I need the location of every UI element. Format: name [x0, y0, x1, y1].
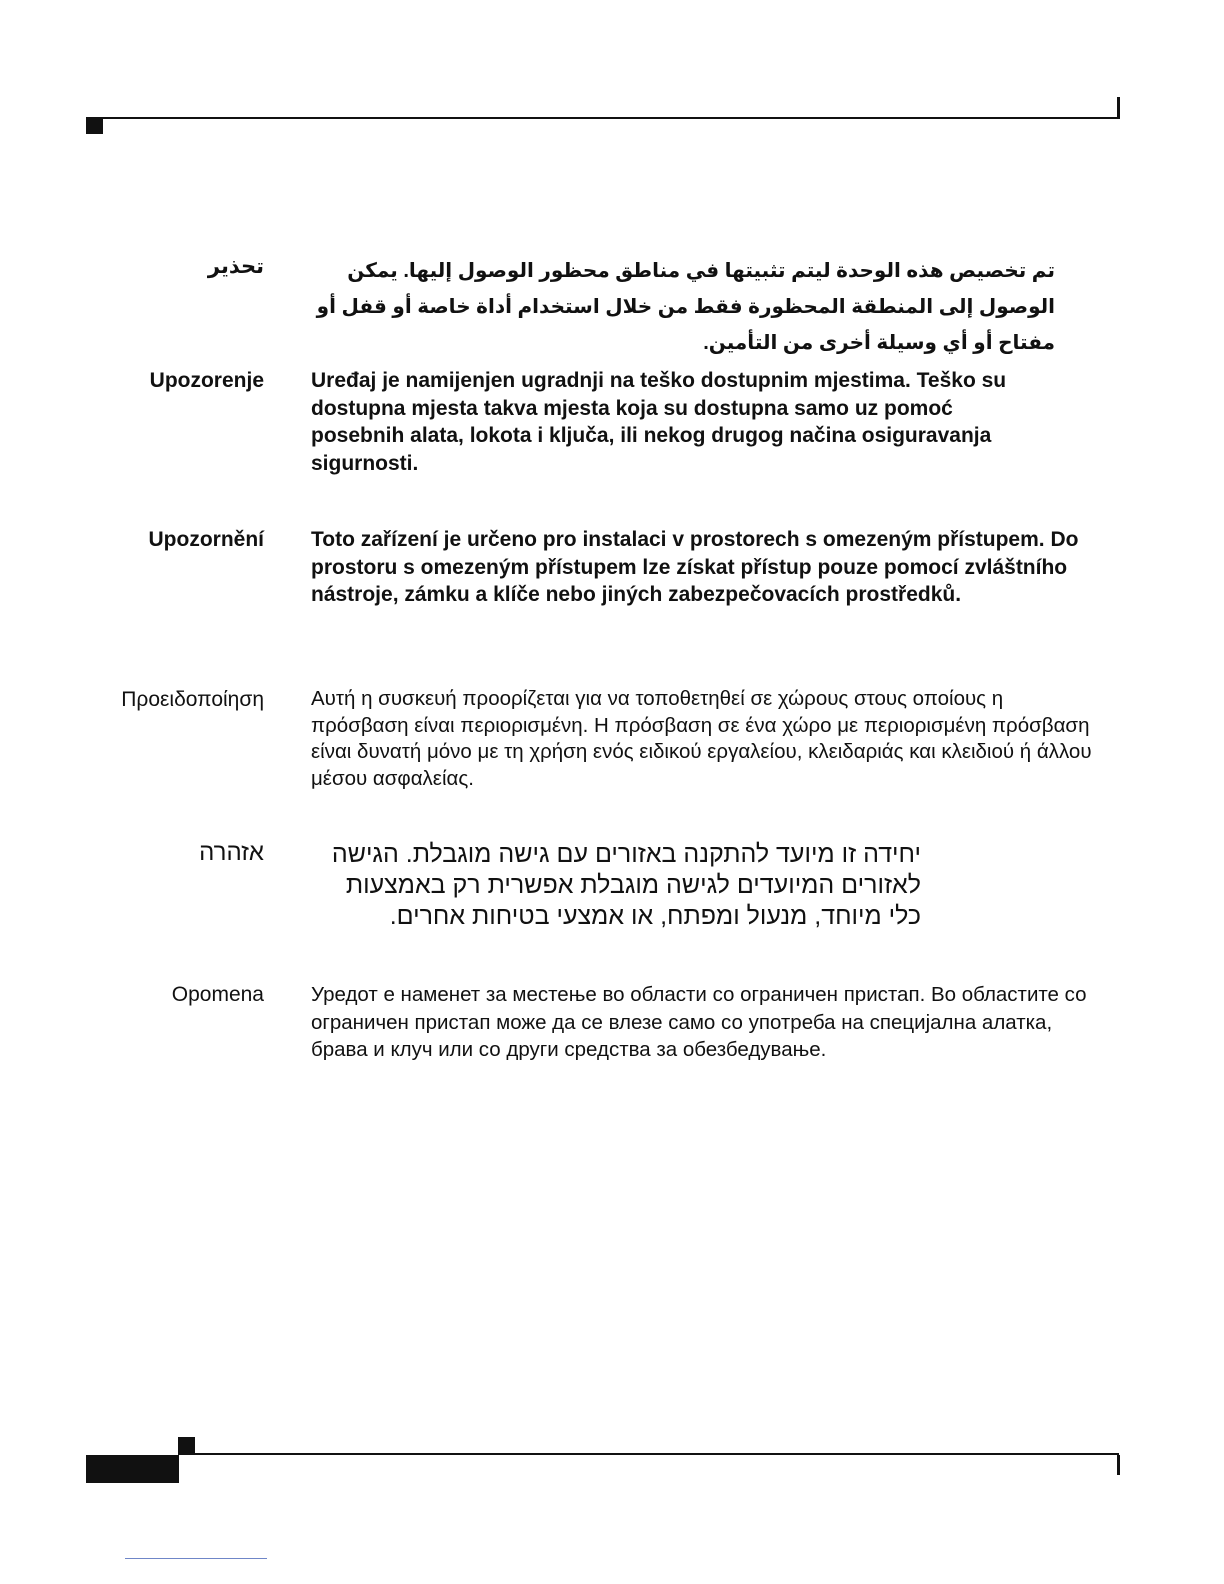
footer-marker-square: [178, 1437, 195, 1453]
warning-label: تحذير: [207, 255, 264, 278]
warning-text: Уредот е наменет за местење во области со ограничен пристап. Во областите со ограничен пристап може да се влезе само со употреба на специјална алатка, брава и клуч или со други средства за обезбедување.: [311, 983, 1087, 1061]
warning-text: Uređaj je namijenjen ugradnji na teško dostupnim mjestima. Teško su dostupna mjesta takva mjesta koja su dostupna samo uz pomoć posebnih alata, lokota i ključa, ili nekog drugog načina osiguravanja sigurnosti.: [311, 369, 1007, 475]
footer-page-tab: [86, 1455, 179, 1483]
warning-label: אזהרה: [199, 839, 264, 866]
footer-link-underline: [125, 1558, 267, 1559]
warning-text: יחידה זו מיועד להתקנה באזורים עם גישה מוגבלת. הגישה לאזורים המיועדים לגישה מוגבלת אפשרית רק באמצעות כלי מיוחד, מנעול ומפתח, או אמצעי בטיחות אחרים.: [331, 840, 921, 930]
warning-label: Upozornění: [148, 528, 264, 551]
warning-text: Toto zařízení je určeno pro instalaci v prostorech s omezeným přístupem. Do prostoru s omezeným přístupem lze získat přístup pouze pomocí zvláštního nástroje, zámku a klíče nebo jiných zabezpečovacích prostředků.: [311, 528, 1079, 606]
warning-text: Αυτή η συσκευή προορίζεται για να τοποθετηθεί σε χώρους στους οποίους η πρόσβαση είναι περιορισμένη. Η πρόσβαση σε ένα χώρο με περιορισμένη πρόσβαση είναι δυνατή μόνο με τη χρήση ενός ειδικού εργαλείου, κλειδαριάς και κλειδιού ή άλλου μέσου ασφαλείας.: [311, 687, 1092, 790]
warning-label: Opomena: [171, 983, 264, 1006]
warning-label: Upozorenje: [149, 369, 264, 392]
warning-text: تم تخصيص هذه الوحدة ليتم تثبيتها في مناطق محظور الوصول إليها. يمكن الوصول إلى المنطقة المحظورة فقط من خلال استخدام أداة خاصة أو قفل أو مفتاح أو أي وسيلة أخرى من التأمين.: [316, 260, 1055, 354]
header-marker-square: [86, 119, 103, 134]
header-rule: [86, 117, 1119, 119]
header-right-tick: [1117, 97, 1120, 119]
footer-rule: [178, 1453, 1119, 1455]
warning-label: Προειδοποίηση: [121, 688, 264, 711]
footer-right-tick: [1117, 1455, 1120, 1475]
